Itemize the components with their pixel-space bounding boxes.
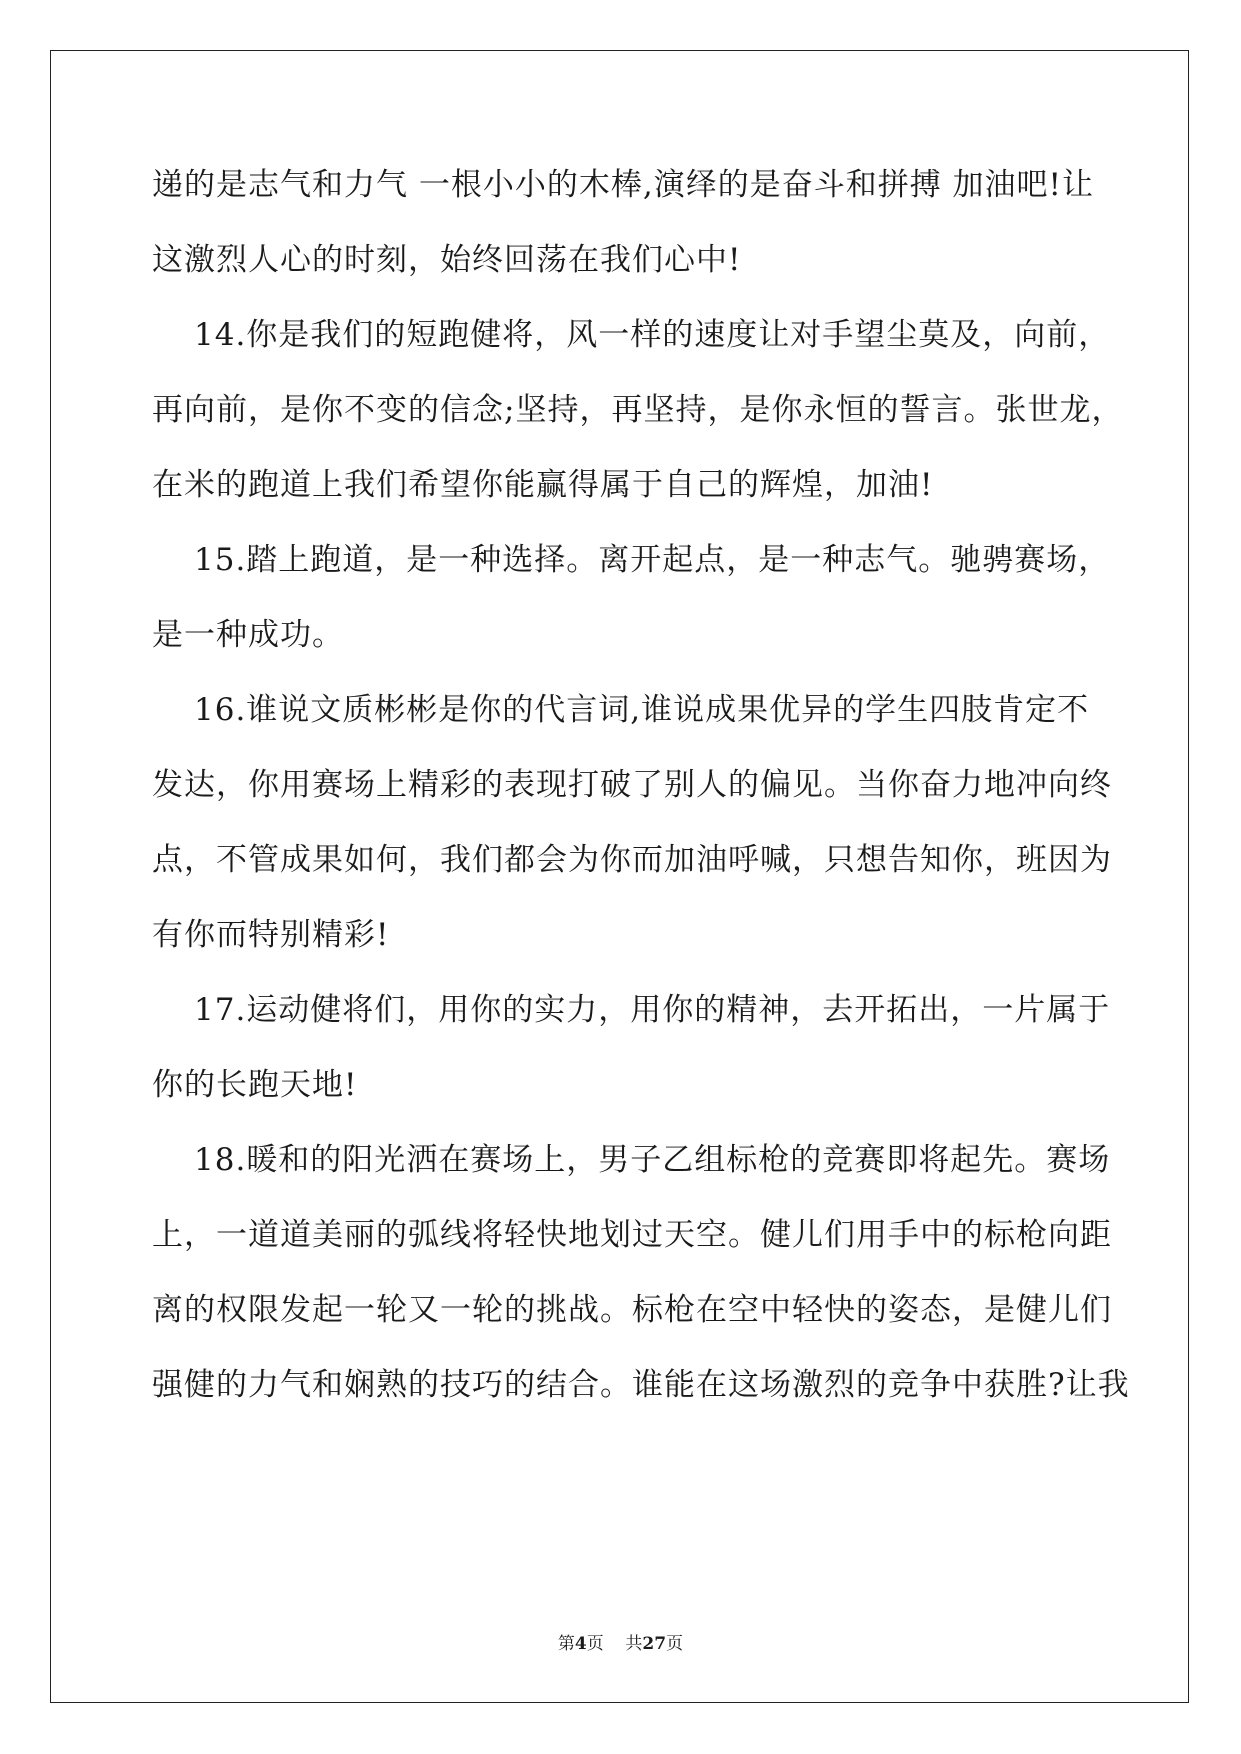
text-line: 是一种成功。 — [152, 617, 344, 653]
text-line: 递的是志气和力气 一根小小的木棒,演绎的是奋斗和拼搏 加油吧!让 — [152, 167, 1095, 203]
text-line: 有你而特别精彩! — [152, 917, 390, 953]
total-suffix: 页 — [666, 1634, 684, 1654]
page-footer — [0, 1633, 1241, 1655]
text-line: 在米的跑道上我们希望你能赢得属于自己的辉煌，加油! — [152, 467, 934, 503]
page-prefix: 第 — [557, 1634, 575, 1654]
page-suffix: 页 — [586, 1634, 604, 1654]
text-line: 你的长跑天地! — [152, 1067, 358, 1103]
page-number: 4 — [574, 1634, 587, 1654]
text-line: 上，一道道美丽的弧线将轻快地划过天空。健儿们用手中的标枪向距 — [152, 1217, 1112, 1253]
text-line: 强健的力气和娴熟的技巧的结合。谁能在这场激烈的竞争中获胜?让我 — [152, 1367, 1130, 1403]
paragraph-15-start: 15.踏上跑道，是一种选择。离开起点，是一种志气。驰骋赛场， — [194, 542, 1111, 578]
paragraph-17-start: 17.运动健将们，用你的实力，用你的精神，去开拓出，一片属于 — [194, 992, 1111, 1028]
text-line: 这激烈人心的时刻，始终回荡在我们心中! — [152, 242, 742, 278]
paragraph-18-start: 18.暖和的阳光洒在赛场上，男子乙组标枪的竞赛即将起先。赛场 — [194, 1142, 1111, 1178]
text-line: 点，不管成果如何，我们都会为你而加油呼喊，只想告知你，班因为 — [152, 842, 1112, 878]
total-prefix: 共 — [625, 1634, 643, 1654]
text-line: 发达，你用赛场上精彩的表现打破了别人的偏见。当你奋力地冲向终 — [152, 767, 1112, 803]
paragraph-14-start: 14.你是我们的短跑健将，风一样的速度让对手望尘莫及，向前， — [194, 317, 1111, 353]
text-line: 再向前，是你不变的信念;坚持，再坚持，是你永恒的誓言。张世龙， — [152, 392, 1124, 428]
total-pages: 27 — [642, 1634, 667, 1654]
text-line: 离的权限发起一轮又一轮的挑战。标枪在空中轻快的姿态，是健儿们 — [152, 1292, 1112, 1328]
paragraph-16-start: 16.谁说文质彬彬是你的代言词,谁说成果优异的学生四肢肯定不 — [194, 692, 1090, 728]
